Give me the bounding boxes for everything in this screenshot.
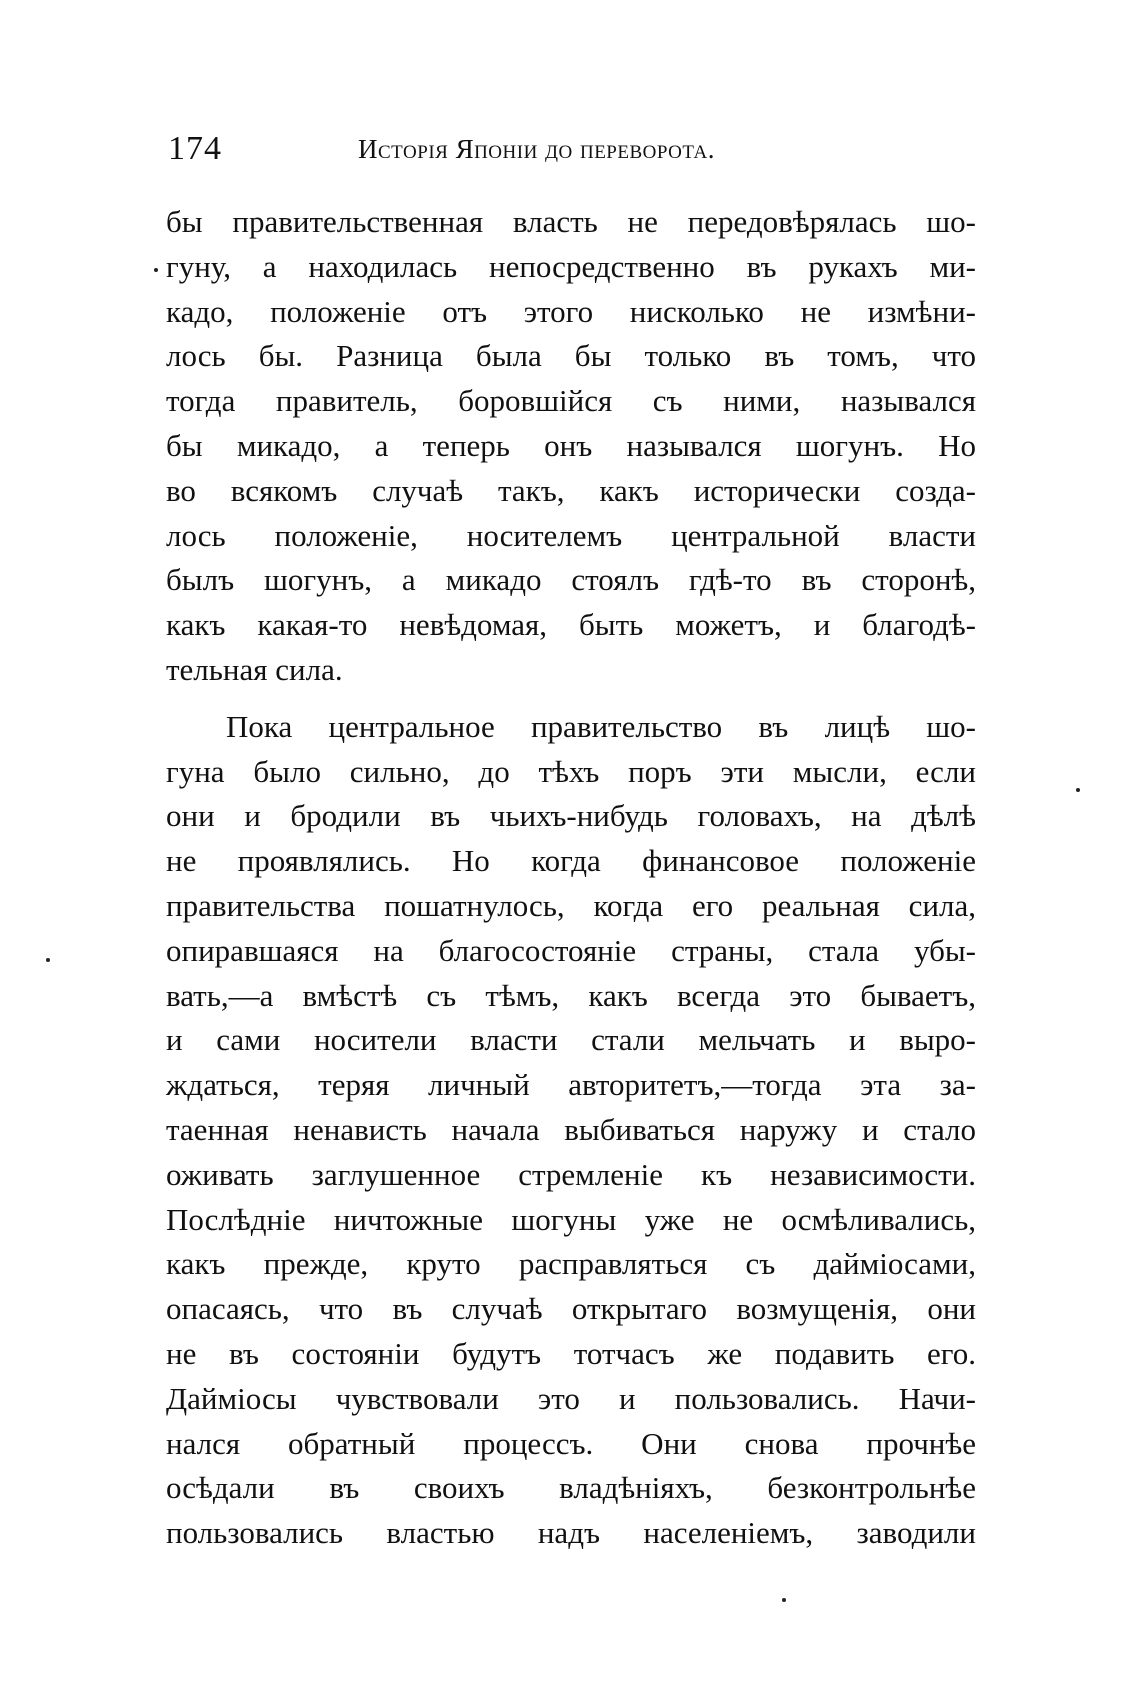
text-line: не въ состояніи будутъ тотчасъ же подавить его. xyxy=(166,1335,976,1371)
text-line: таенная ненависть начала выбиваться наружу и стало xyxy=(166,1111,976,1147)
text-line: гуна было сильно, до тѣхъ поръ эти мысли, если xyxy=(166,753,976,789)
text-line: кадо, положеніе отъ этого нисколько не измѣни- xyxy=(166,293,976,329)
paragraph-2 xyxy=(166,705,976,1556)
text-line: лось бы. Разница была бы только въ томъ, что xyxy=(166,338,976,374)
text-line: вать,—а вмѣстѣ съ тѣмъ, какъ всегда это бываетъ, xyxy=(166,977,976,1013)
text-line: во всякомъ случаѣ такъ, какъ исторически созда- xyxy=(166,472,976,508)
page-number: 174 xyxy=(168,130,222,167)
text-line: бы правительственная власть не передовѣрялась шо- xyxy=(166,204,976,239)
text-line: какъ какая-то невѣдомая, быть можетъ, и благодѣ- xyxy=(166,607,976,643)
text-line: былъ шогунъ, а микадо стоялъ гдѣ-то въ сторонѣ, xyxy=(166,562,976,598)
paragraph-1 xyxy=(166,200,976,693)
print-speck xyxy=(154,268,158,272)
text-line: лось положеніе, носителемъ центральной власти xyxy=(166,517,976,553)
text-line: и сами носители власти стали мельчать и выро- xyxy=(166,1022,976,1058)
text-line: ждаться, теряя личный авторитетъ,—тогда эта за- xyxy=(166,1067,976,1103)
text-line: Пока центральное правительство въ лицѣ шо- xyxy=(226,708,976,744)
text-line: нался обратный процессъ. Они снова прочнѣе xyxy=(166,1425,976,1461)
print-speck xyxy=(46,958,50,962)
text-line: правительства пошатнулось, когда его реальная сила, xyxy=(166,887,976,923)
text-line: Даймiосы чувствовали это и пользовались. Начи- xyxy=(166,1380,976,1416)
text-line: Послѣдніе ничтожные шогуны уже не осмѣливались, xyxy=(166,1201,976,1237)
text-line: опиравшаяся на благосостояніе страны, стала убы- xyxy=(166,932,976,968)
print-speck xyxy=(1076,788,1080,792)
print-speck xyxy=(782,1598,786,1602)
text-line: какъ прежде, круто расправляться съ даймiосами, xyxy=(166,1246,976,1282)
text-line: осѣдали въ своихъ владѣніяхъ, безконтрольнѣе xyxy=(166,1470,976,1506)
body-text xyxy=(166,200,976,1556)
text-line: они и бродили въ чьихъ-нибудь головахъ, на дѣлѣ xyxy=(166,798,976,834)
paragraph-gap xyxy=(166,693,976,705)
text-line: не проявлялись. Но когда финансовое положеніе xyxy=(166,843,976,879)
text-line: оживать заглушенное стремленіе къ независимости. xyxy=(166,1156,976,1192)
text-line: тельная сила. xyxy=(166,651,343,687)
text-line: бы микадо, а теперь онъ назывался шогунъ. Но xyxy=(166,427,976,463)
text-line: пользовались властью надъ населеніемъ, заводили xyxy=(166,1515,976,1551)
running-title: Исторія Японіи до переворота. xyxy=(358,134,716,164)
text-line: тогда правитель, боровшійся съ ними, назывался xyxy=(166,383,976,419)
text-line: опасаясь, что въ случаѣ открытаго возмущенія, они xyxy=(166,1291,976,1327)
text-line: гуну, а находилась непосредственно въ рукахъ ми- xyxy=(166,248,976,284)
running-head xyxy=(168,130,978,180)
